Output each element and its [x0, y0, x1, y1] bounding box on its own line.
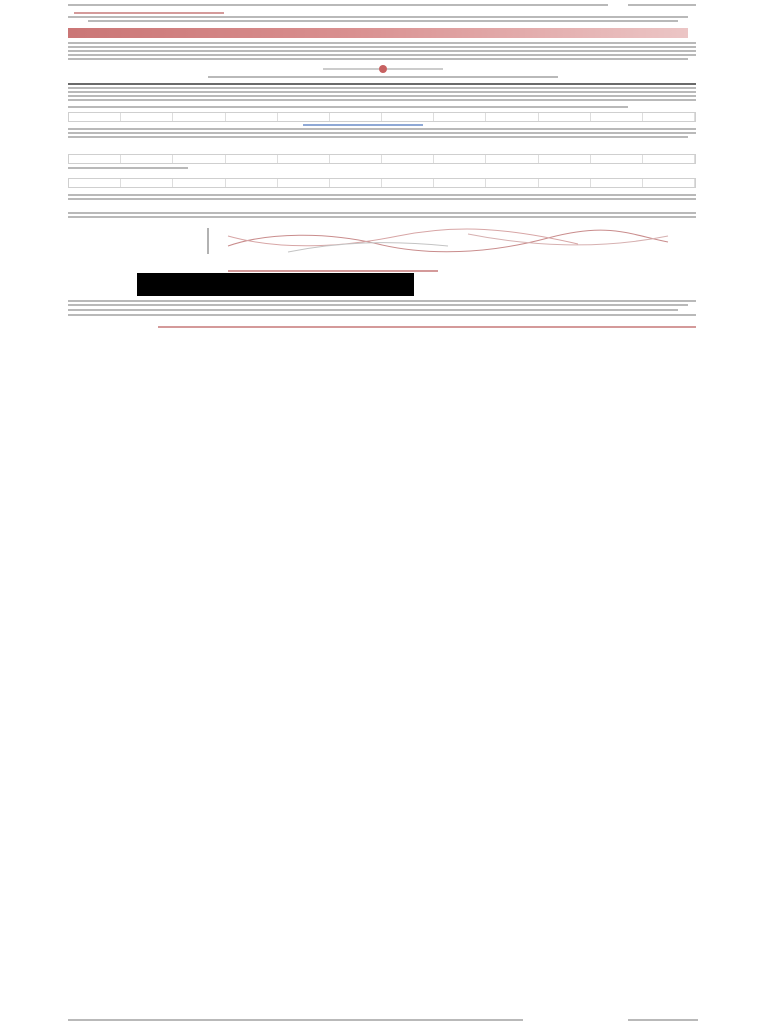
- header-line: [68, 4, 608, 6]
- paragraph-line: [68, 198, 696, 200]
- paragraph-line: [68, 304, 688, 306]
- mini-table-cell: [226, 113, 278, 121]
- table-row-line: [68, 95, 696, 97]
- mini-table-cell: [591, 155, 643, 163]
- mini-table-cell: [382, 113, 434, 121]
- mini-table: [68, 154, 696, 164]
- table-row-line: [68, 99, 696, 101]
- mini-table-cell: [434, 113, 486, 121]
- mini-table-cell: [643, 113, 695, 121]
- mini-table-cell: [486, 113, 538, 121]
- paragraph-line: [68, 50, 696, 52]
- mini-table-cell: [539, 113, 591, 121]
- table-row-line: [68, 87, 696, 89]
- mini-table: [68, 112, 696, 122]
- mini-table-cell: [330, 113, 382, 121]
- mini-table-cell: [121, 155, 173, 163]
- mini-table-cell: [173, 179, 225, 187]
- paragraph-line: [68, 46, 696, 48]
- table-header-line: [68, 83, 696, 85]
- mini-table-cell: [69, 155, 121, 163]
- mini-table-cell: [278, 155, 330, 163]
- mini-table-cell: [382, 179, 434, 187]
- mini-table-cell: [121, 179, 173, 187]
- mini-table-cell: [539, 179, 591, 187]
- mini-table-cell: [330, 155, 382, 163]
- mini-table-cell: [69, 113, 121, 121]
- meta-line: [88, 20, 678, 22]
- caption-line: [208, 76, 558, 78]
- mini-table-cell: [69, 179, 121, 187]
- mini-table-cell: [486, 155, 538, 163]
- mini-table-cell: [121, 113, 173, 121]
- mini-table-cell: [539, 155, 591, 163]
- paragraph-line: [68, 54, 696, 56]
- mini-table-cell: [226, 179, 278, 187]
- mini-table-cell: [591, 179, 643, 187]
- footer-url-line: [68, 1019, 523, 1021]
- red-link-line: [74, 12, 224, 14]
- caption-line: [228, 270, 438, 272]
- paragraph-line: [68, 42, 696, 44]
- redacted-block: [137, 273, 414, 296]
- document-figure: [168, 226, 688, 258]
- mini-table-cell: [434, 179, 486, 187]
- paragraph-line: [68, 314, 696, 316]
- table-row-line: [68, 91, 696, 93]
- mini-table-cell: [382, 155, 434, 163]
- mini-table-cell: [278, 179, 330, 187]
- mini-table-cell: [226, 155, 278, 163]
- mini-table-cell: [173, 155, 225, 163]
- mini-table-cell: [330, 179, 382, 187]
- footer-date-line: [628, 1019, 698, 1021]
- paragraph-line: [68, 58, 688, 60]
- page-footer: [68, 1017, 698, 1024]
- paragraph-line: [68, 128, 696, 130]
- document-heading: [68, 28, 688, 38]
- mini-table-cell: [278, 113, 330, 121]
- label-line: [68, 167, 188, 169]
- paragraph-line: [68, 212, 696, 214]
- mini-table: [68, 178, 696, 188]
- mini-table-cell: [643, 155, 695, 163]
- meta-line: [68, 16, 688, 18]
- paragraph-line: [68, 300, 696, 302]
- paragraph-line: [68, 136, 688, 138]
- paragraph-line: [68, 309, 678, 311]
- document-content: [68, 0, 698, 332]
- link-line[interactable]: [303, 124, 423, 126]
- paragraph-line: [68, 216, 696, 218]
- paragraph-line: [68, 132, 696, 134]
- mini-table-cell: [643, 179, 695, 187]
- figure-icon: [323, 63, 443, 75]
- section-line: [68, 106, 628, 108]
- mini-table-cell: [591, 113, 643, 121]
- paragraph-line: [68, 194, 696, 196]
- reference-line: [158, 326, 696, 328]
- header-page-number-line: [628, 4, 696, 6]
- mini-table-cell: [434, 155, 486, 163]
- mini-table-cell: [486, 179, 538, 187]
- mini-table-cell: [173, 113, 225, 121]
